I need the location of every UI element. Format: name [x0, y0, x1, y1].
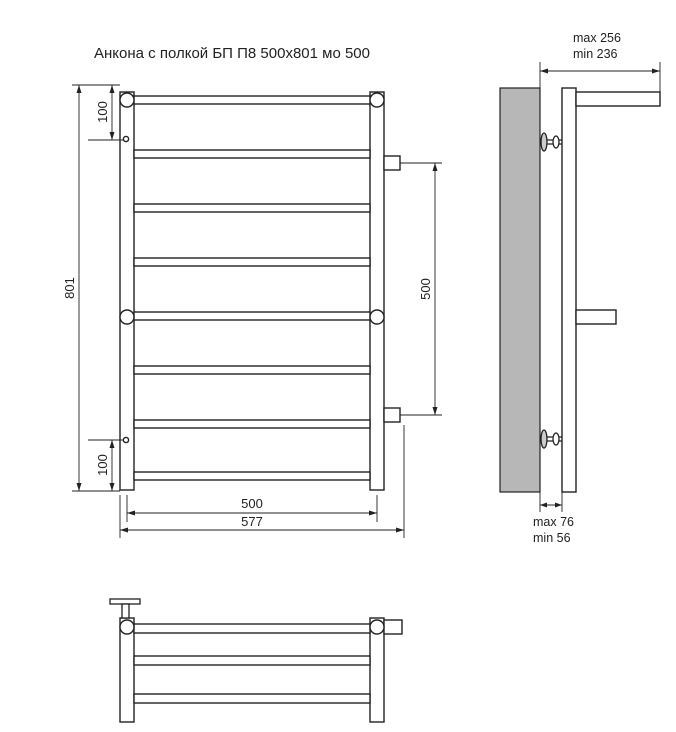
- right-post: [370, 92, 384, 490]
- side-view: [500, 88, 660, 492]
- dim-bottom-100: 100: [95, 454, 110, 476]
- crossbar: [134, 312, 370, 320]
- crossbar: [134, 258, 370, 266]
- dim-wall-gap-min: min 56: [533, 531, 571, 545]
- crossbar: [134, 420, 370, 428]
- wall-mount-top-left: [120, 93, 134, 107]
- crossbar: [134, 96, 370, 104]
- side-connection-fitting: [576, 310, 616, 324]
- air-vent-top: [123, 136, 128, 141]
- dim-width-500: 500: [241, 496, 263, 511]
- crossbars: [134, 96, 370, 480]
- dim-height-801: 801: [62, 277, 77, 299]
- valve-icon: [110, 599, 140, 618]
- crossbar: [134, 366, 370, 374]
- dim-width-577: 577: [241, 514, 263, 529]
- top-mount-right: [370, 620, 384, 634]
- front-view: [120, 92, 400, 490]
- shelf-bar: [134, 694, 370, 703]
- top-mount-left: [120, 620, 134, 634]
- top-view: [110, 599, 402, 722]
- wall-mount-mid-right: [370, 310, 384, 324]
- dim-connection-500: 500: [418, 278, 433, 300]
- wall-mount-mid-left: [120, 310, 134, 324]
- drawing-title: Анкона с полкой БП П8 500х801 мо 500: [94, 45, 370, 62]
- dim-wall-gap-max: max 76: [533, 515, 574, 529]
- crossbar: [134, 150, 370, 158]
- connection-fitting-bottom: [384, 408, 400, 422]
- wall: [500, 88, 540, 492]
- left-post: [120, 92, 134, 490]
- dim-top-100: 100: [95, 101, 110, 123]
- crossbar: [134, 472, 370, 480]
- top-connection-fitting: [384, 620, 402, 634]
- drain-plug-bottom: [123, 437, 128, 442]
- dim-depth-min: min 236: [573, 47, 618, 61]
- shelf-arm: [576, 92, 660, 106]
- wall-bracket-bottom: [540, 430, 562, 448]
- shelf-bar: [134, 656, 370, 665]
- crossbar: [134, 204, 370, 212]
- side-post: [562, 88, 576, 492]
- shelf-bar: [134, 624, 370, 633]
- wall-mount-top-right: [370, 93, 384, 107]
- dim-depth-max: max 256: [573, 31, 621, 45]
- wall-bracket-top: [540, 133, 562, 151]
- connection-fitting-top: [384, 156, 400, 170]
